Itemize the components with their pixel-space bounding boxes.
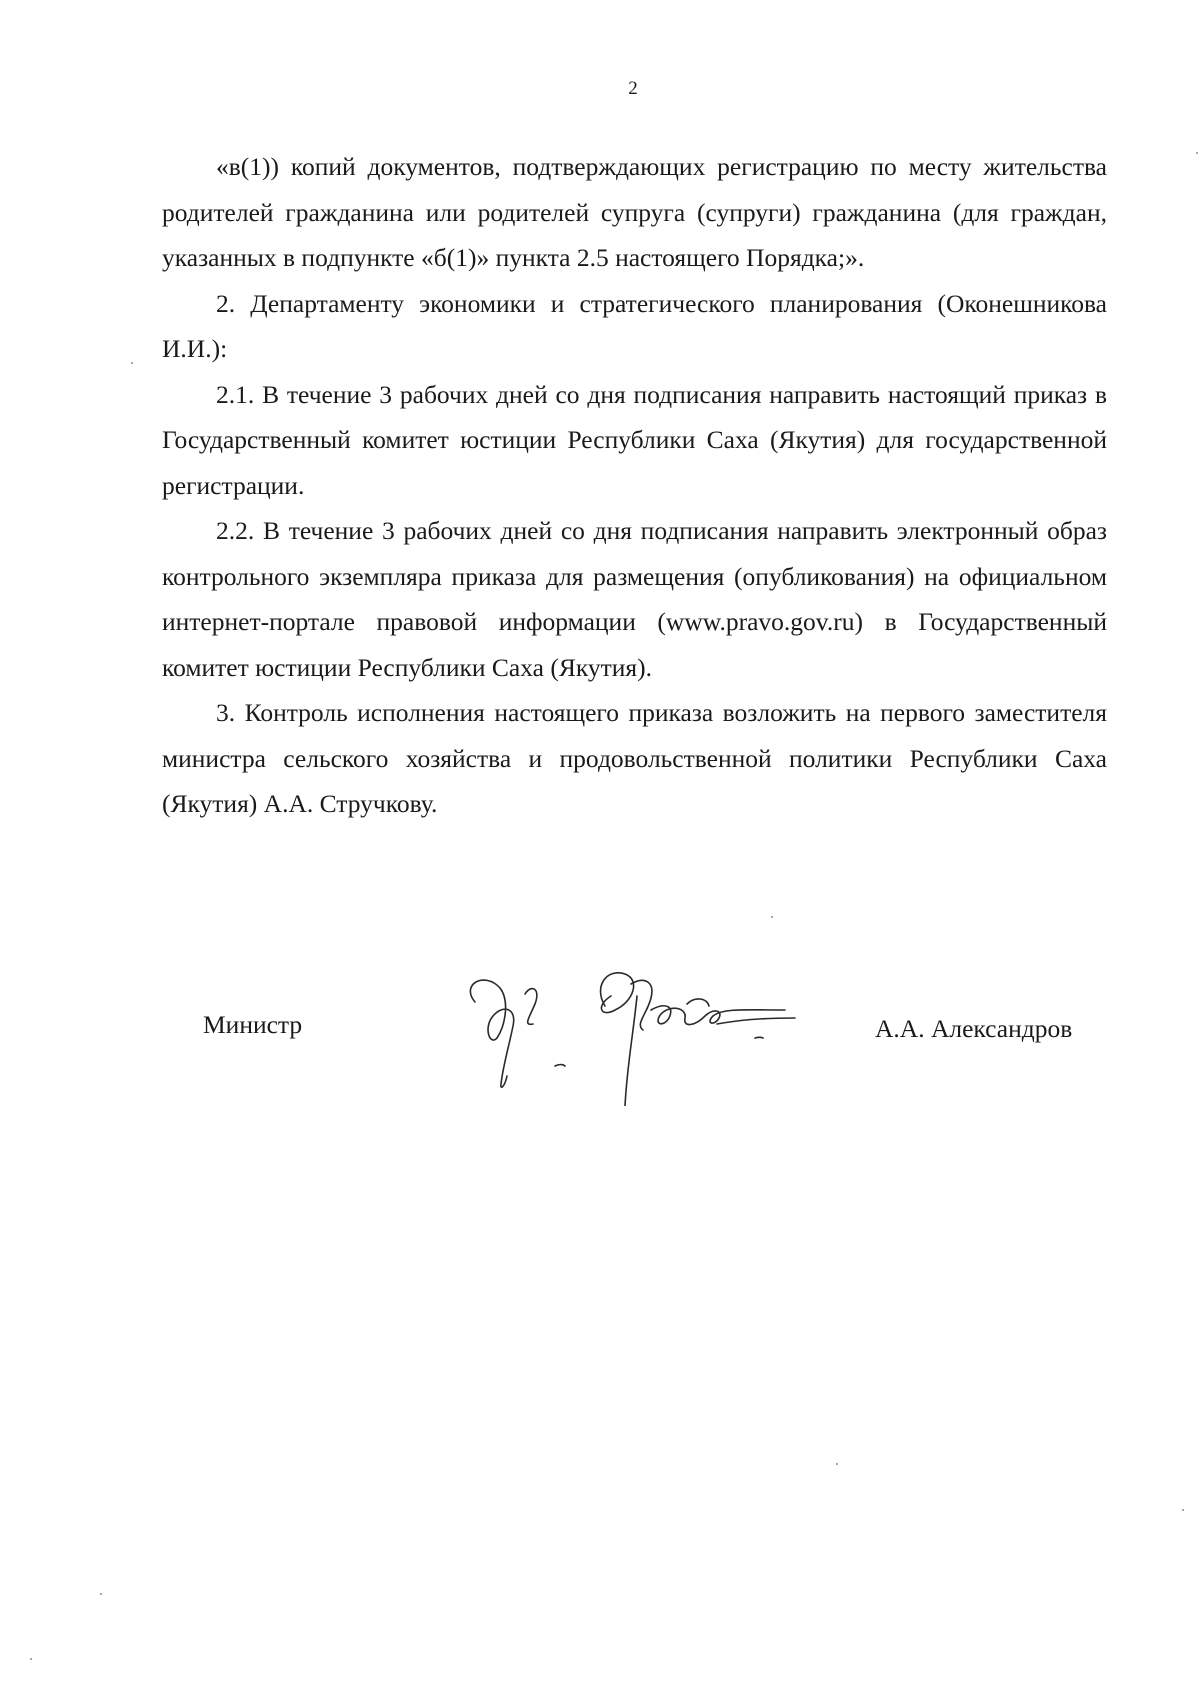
paragraph-item-2-1: 2.1. В течение 3 рабочих дней со дня подписания направить настоящий приказ в Государственный комитет юстиции Республики Саха (Якутия) для государственной регистрации. [162, 379, 1107, 500]
document-body [162, 144, 1107, 827]
signature-block [0, 966, 1200, 1116]
paragraph-item-3: 3. Контроль исполнения настоящего приказа возложить на первого заместителя министра сельского хозяйства и продовольственной политики Республики Саха (Якутия) А.А. Стручкову. [162, 698, 1107, 818]
scan-speck [771, 916, 773, 918]
scan-speck [1182, 1509, 1184, 1511]
paragraph-item-2-2: 2.2. В течение 3 рабочих дней со дня подписания направить электронный образ контрольного экземпляра приказа для размещения (опубликования) на официальном интернет-портале правовой информации (www.pravo.gov.ru) в Государственный комитет юстиции Республики Саха (Якутия). [162, 516, 1107, 682]
scan-speck [836, 1463, 838, 1465]
paragraph-item-2: 2. Департаменту экономики и стратегического планирования (Оконешникова И.И.): [162, 288, 1107, 363]
scan-speck [30, 1658, 32, 1660]
signer-title: Министр [203, 1010, 303, 1039]
paragraph-item-v1: «в(1)) копий документов, подтверждающих регистрацию по месту жительства родителей гражданина или родителей супруга (супруги) гражданина (для граждан, указанных в подпункте «б(1)» пункта 2.5 настоящего Порядка;». [162, 152, 1107, 272]
scan-speck [131, 362, 133, 364]
handwritten-signature [455, 966, 815, 1106]
scan-speck [100, 1593, 102, 1595]
signer-name: А.А. Александров [875, 1014, 1073, 1043]
page-number: 2 [628, 78, 638, 99]
scan-speck [1196, 152, 1198, 154]
